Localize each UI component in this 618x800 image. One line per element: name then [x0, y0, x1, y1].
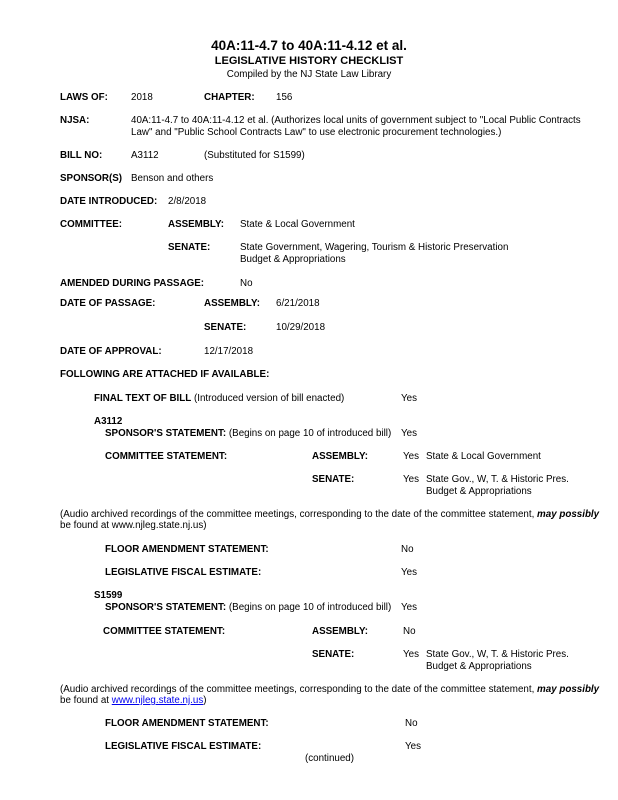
s1599-audio-note-2 [60, 695, 207, 706]
date-introduced-value: 2/8/2018 [168, 196, 207, 207]
a3112-fiscal-value: Yes [401, 567, 417, 578]
passage-assembly-label: ASSEMBLY: [204, 298, 261, 309]
a3112-senate-label: SENATE: [312, 474, 355, 485]
s1599-audio-emphasis: may possibly [537, 684, 600, 695]
a3112-audio-emphasis: may possibly [537, 509, 600, 520]
chapter-label: CHAPTER: [204, 92, 255, 103]
s1599-assembly-label: ASSEMBLY: [312, 626, 369, 637]
bill-no-value: A3112 [131, 150, 159, 161]
a3112-audio-text: (Audio archived recordings of the committee meetings, corresponding to the date of the committee statement, [60, 509, 538, 520]
final-text-label: FINAL TEXT OF BILL [94, 393, 192, 404]
s1599-sponsor-stmt-row [105, 602, 391, 613]
committee-label: COMMITTEE: [60, 219, 123, 230]
sponsor-value: Benson and others [131, 173, 214, 184]
passage-label: DATE OF PASSAGE: [60, 298, 156, 309]
s1599-senate-committee-1: State Gov., W, T. & Historic Pres. [426, 649, 569, 660]
a3112-senate-committee-1: State Gov., W, T. & Historic Pres. [426, 474, 569, 485]
s1599-senate-committee-2: Budget & Appropriations [426, 661, 532, 672]
s1599-audio-note-1 [60, 684, 599, 695]
passage-assembly-value: 6/21/2018 [276, 298, 320, 309]
page-subtitle: LEGISLATIVE HISTORY CHECKLIST [214, 55, 404, 67]
final-text-note: (Introduced version of bill enacted) [193, 393, 345, 404]
s1599-audio-prefix: be found at [60, 695, 112, 706]
approval-value: 12/17/2018 [204, 346, 254, 357]
a3112-assembly-yes: Yes [403, 451, 419, 462]
s1599-sponsor-stmt-value: Yes [401, 602, 417, 613]
date-introduced-label: DATE INTRODUCED: [60, 196, 158, 207]
a3112-sponsor-stmt-label: SPONSOR'S STATEMENT: [105, 428, 227, 439]
s1599-committee-stmt-label: COMMITTEE STATEMENT: [103, 626, 226, 637]
njsa-line-2: Law" and "Public School Contracts Law" to use electronic procurement technologies.) [131, 127, 502, 138]
approval-label: DATE OF APPROVAL: [60, 346, 162, 357]
a3112-sponsor-stmt-note: (Begins on page 10 of introduced bill) [228, 428, 392, 439]
attached-heading: FOLLOWING ARE ATTACHED IF AVAILABLE: [60, 369, 270, 380]
s1599-floor-value: No [405, 718, 418, 729]
s1599-senate-yes: Yes [403, 649, 419, 660]
chapter-value: 156 [276, 92, 293, 103]
final-text-row [94, 393, 344, 404]
bill-no-label: BILL NO: [60, 150, 103, 161]
committee-senate-value-1: State Government, Wagering, Tourism & Historic Preservation [240, 242, 509, 253]
a3112-sponsor-stmt-value: Yes [401, 428, 417, 439]
njleg-link[interactable]: www.njleg.state.nj.us [111, 695, 204, 706]
amended-value: No [240, 278, 253, 289]
a3112-senate-yes: Yes [403, 474, 419, 485]
a3112-floor-label: FLOOR AMENDMENT STATEMENT: [105, 544, 269, 555]
a3112-fiscal-label: LEGISLATIVE FISCAL ESTIMATE: [105, 567, 262, 578]
continued-note: (continued) [305, 753, 355, 764]
amended-label: AMENDED DURING PASSAGE: [60, 278, 205, 289]
sponsor-label: SPONSOR(S) [60, 173, 123, 184]
s1599-fiscal-label: LEGISLATIVE FISCAL ESTIMATE: [105, 741, 262, 752]
a3112-senate-committee-2: Budget & Appropriations [426, 486, 532, 497]
compiled-by: Compiled by the NJ State Law Library [226, 69, 392, 80]
a3112-audio-note-2: be found at www.njleg.state.nj.us) [60, 520, 207, 531]
s1599-sponsor-stmt-note: (Begins on page 10 of introduced bill) [228, 602, 392, 613]
committee-senate-value-2: Budget & Appropriations [240, 254, 346, 265]
a3112-committee-stmt-label: COMMITTEE STATEMENT: [105, 451, 228, 462]
s1599-assembly-value: No [403, 626, 416, 637]
s1599-heading: S1599 [94, 590, 123, 601]
a3112-sponsor-stmt-row [105, 428, 391, 439]
a3112-assembly-label: ASSEMBLY: [312, 451, 369, 462]
bill-no-note: (Substituted for S1599) [204, 150, 305, 161]
a3112-heading: A3112 [94, 416, 123, 427]
s1599-fiscal-value: Yes [405, 741, 421, 752]
njsa-line-1: 40A:11-4.7 to 40A:11-4.12 et al. (Authorizes local units of government subject to "Local Public Contracts [131, 115, 581, 126]
s1599-audio-suffix: ) [203, 695, 207, 706]
passage-senate-label: SENATE: [204, 322, 247, 333]
njsa-label: NJSA: [60, 115, 90, 126]
committee-assembly-label: ASSEMBLY: [168, 219, 225, 230]
s1599-senate-label: SENATE: [312, 649, 355, 660]
a3112-assembly-committee: State & Local Government [426, 451, 541, 462]
a3112-floor-value: No [401, 544, 414, 555]
committee-senate-label: SENATE: [168, 242, 211, 253]
passage-senate-value: 10/29/2018 [276, 322, 326, 333]
s1599-audio-text: (Audio archived recordings of the committee meetings, corresponding to the date of the committee statement, [60, 684, 538, 695]
s1599-floor-label: FLOOR AMENDMENT STATEMENT: [105, 718, 269, 729]
laws-of-value: 2018 [131, 92, 153, 103]
final-text-value: Yes [401, 393, 417, 404]
a3112-audio-note-1 [60, 509, 599, 520]
s1599-sponsor-stmt-label: SPONSOR'S STATEMENT: [105, 602, 227, 613]
laws-of-label: LAWS OF: [60, 92, 108, 103]
committee-assembly-value: State & Local Government [240, 219, 355, 230]
page-title: 40A:11-4.7 to 40A:11-4.12 et al. [211, 38, 407, 53]
